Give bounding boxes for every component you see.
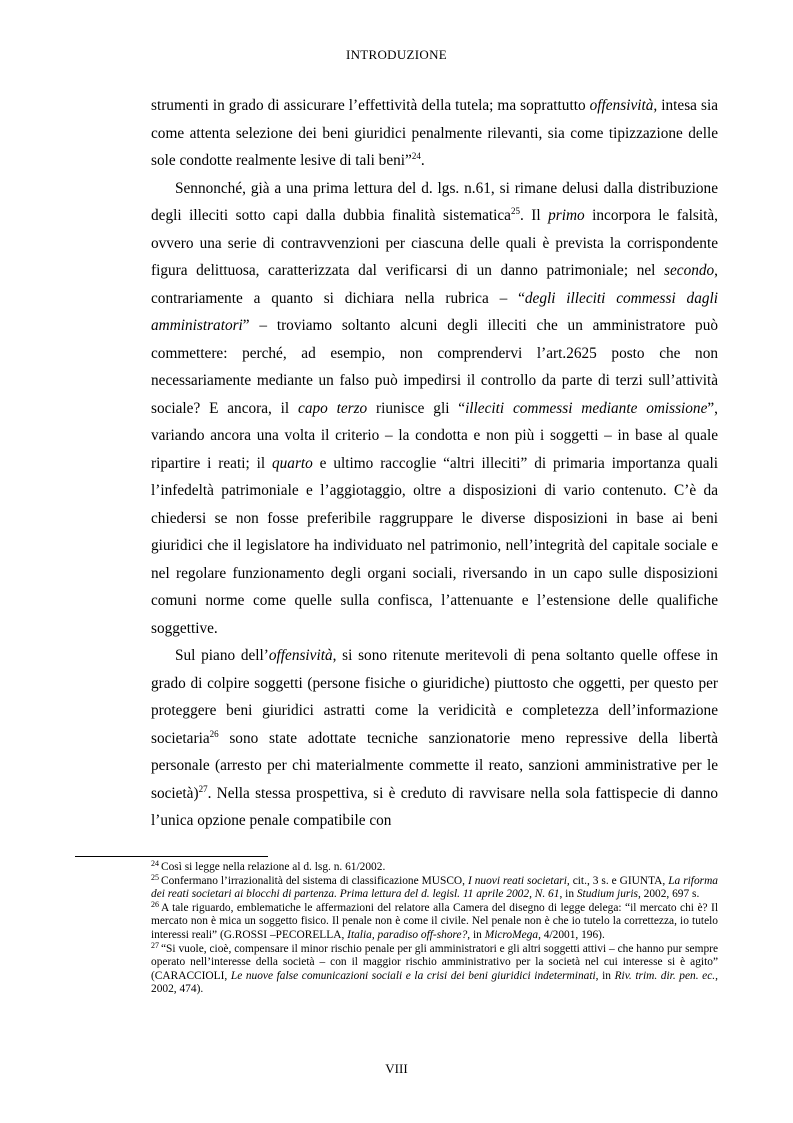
footnote xyxy=(151,940,718,997)
text-run: , 2002, 474). xyxy=(151,969,718,996)
italic-text: offensività, xyxy=(589,97,658,114)
text-run: Sul piano dell’ xyxy=(175,647,269,664)
body-text xyxy=(151,92,718,835)
text-run: Sennonché, già a una prima lettura del d. lgs. n.61, si rimane delusi dalla distribuzione degli illeciti sotto capi dalla dubbia finalità sistematica xyxy=(151,179,718,224)
text-run: , contrariamente a quanto si dichiara nella rubrica – “ xyxy=(151,262,718,307)
page-number: VIII xyxy=(385,1061,408,1076)
footnote-number: 25 xyxy=(151,872,159,882)
text-run: Confermano l’irrazionalità del sistema di classificazione MUSCO, xyxy=(161,874,468,887)
italic-text: I nuovi reati societari, xyxy=(467,874,570,887)
footnote xyxy=(151,899,718,943)
footnote xyxy=(151,872,719,902)
italic-text: Studium juris xyxy=(576,888,638,901)
text-run: , in xyxy=(559,888,577,901)
text-run: e ultimo raccoglie “altri illeciti” di primaria importanza quali l’infedeltà patrimoniale e l’aggiotaggio, oltre a disposizioni di vario contenuto. C’è da chiedersi se non fosse preferibile raggruppare le diverse disposizioni in base ai beni giuridici che il legislatore ha individuato nel patrimonio, nell’integrità del capitale sociale e nel regolare funzionamento degli organi sociali, riversando in un capo sulle disposizioni comuni norme come quelle sulla confisca, l’attenuante e l’estensione delle qualifiche soggettive. xyxy=(151,454,718,637)
footnote xyxy=(151,861,718,875)
text-run: ”, variando ancora una volta il criterio – la condotta e non più i soggetti – in base al quale ripartire i reati; il xyxy=(151,399,719,472)
paragraph xyxy=(151,175,718,643)
text-run: , in xyxy=(595,969,615,982)
italic-text: illeciti commessi mediante omissione xyxy=(465,399,708,417)
text-run: , 4/2001, 196). xyxy=(538,928,605,941)
text-run: riunisce gli “ xyxy=(367,399,466,417)
italic-text: Italia, paradiso off-shore? xyxy=(347,928,468,941)
italic-text: primo xyxy=(548,207,585,224)
footnote-reference: 25 xyxy=(510,206,520,216)
italic-text: MicroMega xyxy=(484,928,539,941)
text-run: , 2002, 697 s. xyxy=(637,888,700,901)
text-run: A tale riguardo, emblematiche le affermazioni del relatore alla Camera del disegno di legge delega: “il mercato chi è? Il mercato non è mica un soggetto fisico. Il penale non è come il civile. Nel penale non è che io tutelo la correttezza, io tutelo interessi reali” (G.ROSSI –PECORELLA, xyxy=(151,901,718,941)
text-run: . xyxy=(420,152,425,169)
text-run: , in xyxy=(467,928,485,941)
italic-text: La riforma dei reati societari ai blocchi di partenza. Prima lettura del d. legisl. 11 aprile 2002, N. 61 xyxy=(151,874,719,901)
footnote-reference: 27 xyxy=(198,783,208,794)
text-run: Così si legge nella relazione al d. lsg. n. 61/2002. xyxy=(161,861,386,873)
italic-text: quarto xyxy=(272,454,313,472)
text-run: intesa sia come attenta selezione dei beni giuridici penalmente rilevanti, sia come tipizzazione delle sole condotte realmente lesive di tali beni” xyxy=(151,97,718,169)
footnote-number: 26 xyxy=(151,899,159,909)
running-header: INTRODUZIONE xyxy=(345,47,448,62)
italic-text: secondo xyxy=(664,262,715,279)
paragraph xyxy=(151,642,718,835)
text-run: , si sono ritenute meritevoli di pena soltanto quelle offese in grado di colpire soggetti (persone fisiche o giuridiche) piuttosto che oggetti, per questo per proteggere beni giuridici astratti come la veridicità e completezza dell’informazione societaria xyxy=(151,647,718,747)
footnote-reference: 26 xyxy=(209,728,219,739)
italic-text: Le nuove false comunicazioni sociali e la crisi dei beni giuridici indeterminati xyxy=(230,969,596,982)
text-run: sono state adottate tecniche sanzionatorie meno repressive della libertà personale (arresto per chi materialmente commette il reato, sanzioni amministrative per le società) xyxy=(151,729,718,802)
text-run: . Il xyxy=(519,207,549,224)
italic-text: Riv. trim. dir. pen. ec. xyxy=(614,969,716,982)
footnote-number: 27 xyxy=(151,940,159,950)
footnote-reference: 24 xyxy=(411,151,421,161)
paragraph xyxy=(151,92,718,175)
italic-text: offensività xyxy=(268,647,333,664)
footnote-separator xyxy=(75,856,268,857)
text-run: “Si vuole, cioè, compensare il minor rischio penale per gli amministratori e gli altri soggetti attivi – che hanno pur sempre operato nell’interesse della società – con il maggior rischio amministrativo per la società nel cui interesse si è agito” (CARACCIOLI, xyxy=(151,942,718,982)
text-run: ” – troviamo soltanto alcuni degli illeciti che un amministratore può commettere: perché, ad esempio, non comprendervi l’art.2625 posto che non necessariamente mediante un falso può impedirsi il controllo da parte di terzi sull’attività sociale? E ancora, il xyxy=(151,317,718,417)
italic-text: capo terzo xyxy=(298,399,368,417)
footnote-number: 24 xyxy=(151,859,159,868)
text-run: incorpora le falsità, ovvero una serie di contravvenzioni per ciascuna delle quali è prevista la corrispondente figura delittuosa, caratterizzata dal verificarsi di un danno patrimoniale; nel xyxy=(151,207,718,279)
text-run: . Nella stessa prospettiva, si è creduto di ravvisare nella sola fattispecie di danno l’unica opzione penale compatibile con xyxy=(151,784,718,829)
text-run: strumenti in grado di assicurare l’effettività della tutela; ma soprattutto xyxy=(151,97,590,114)
footnotes xyxy=(151,861,718,997)
italic-text: degli illeciti commessi dagli amministratori xyxy=(151,289,719,334)
text-run: cit., 3 s. e GIUNTA, xyxy=(569,874,669,887)
